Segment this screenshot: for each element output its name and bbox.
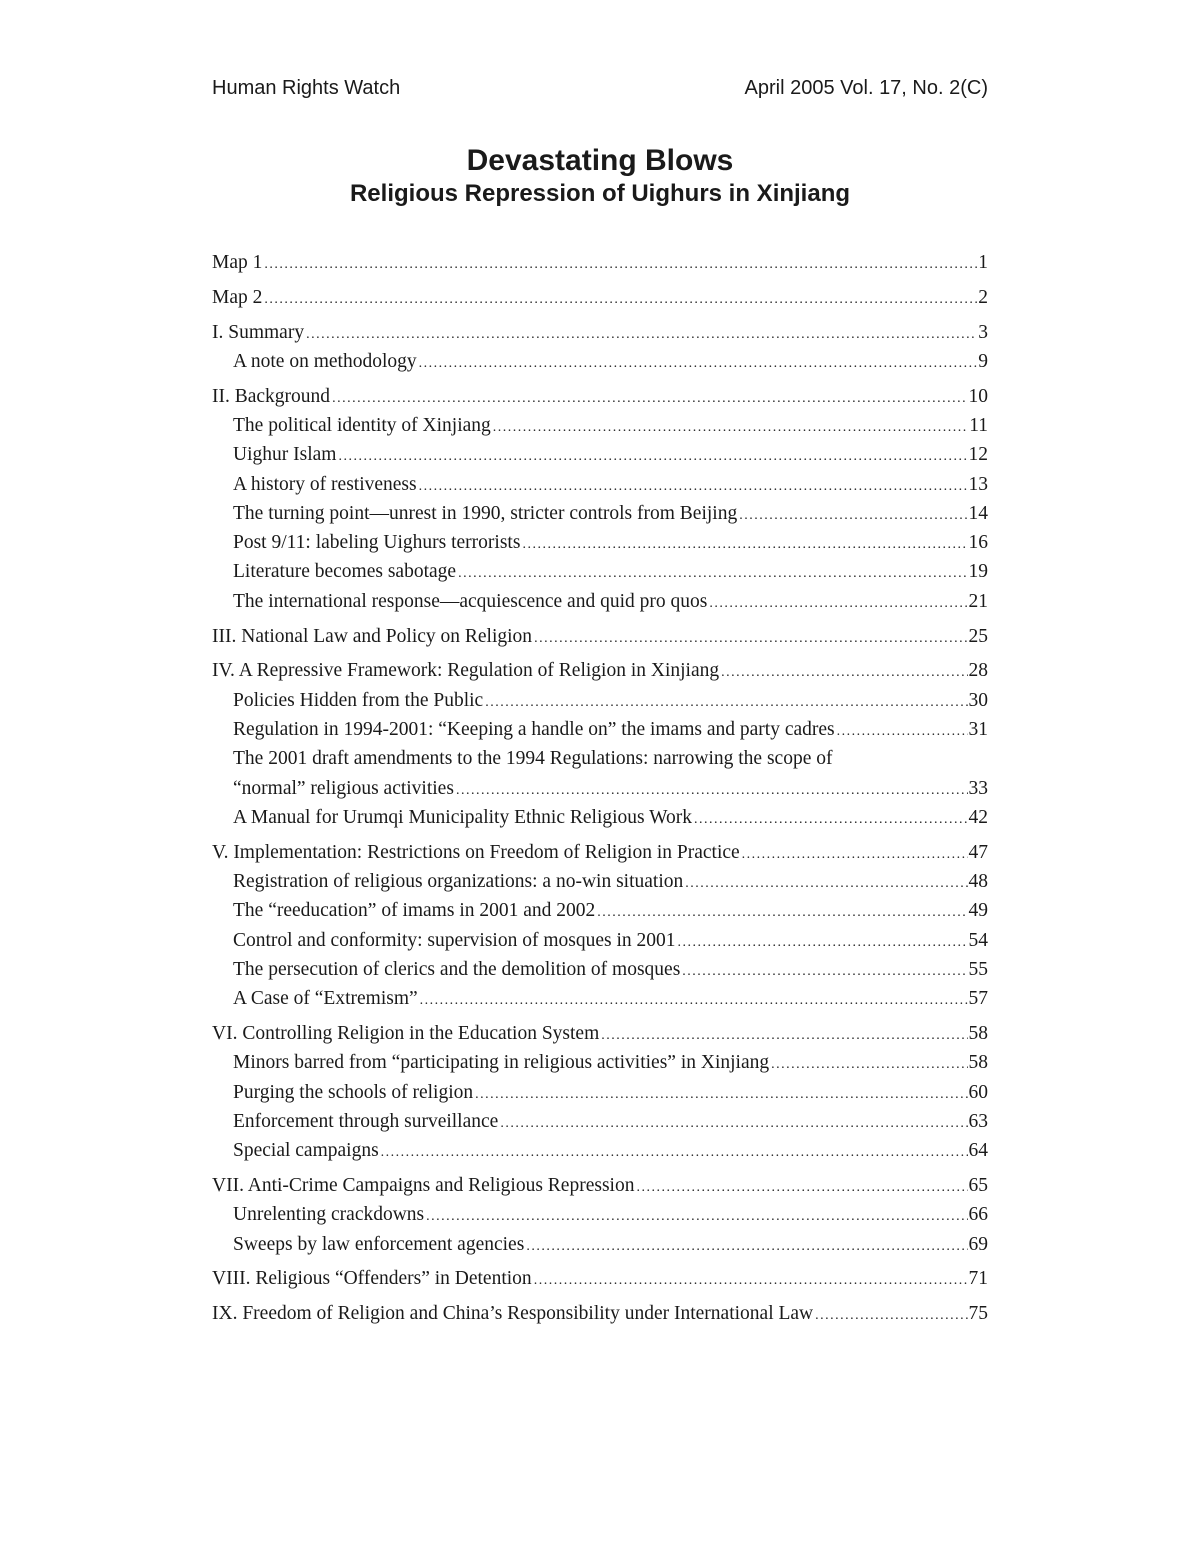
toc-entry-label: Unrelenting crackdowns [233, 1204, 425, 1226]
toc-entry-label: III. National Law and Policy on Religion [212, 625, 533, 647]
toc-entry-page: 2 [978, 286, 988, 308]
toc-entry-page: 54 [968, 929, 988, 951]
toc-entry-page: 60 [968, 1081, 988, 1103]
toc-subentry[interactable] [212, 867, 988, 896]
toc-subentry[interactable] [212, 1200, 988, 1229]
toc-entry-page: 42 [968, 806, 988, 828]
dot-leader [601, 1021, 967, 1050]
toc-entry-page: 33 [968, 777, 988, 799]
toc-entry-label: IX. Freedom of Religion and China’s Responsibility under International Law [212, 1303, 814, 1325]
toc-subentry[interactable] [212, 557, 988, 586]
toc-entry-label: Uighur Islam [233, 444, 337, 466]
toc-subentry[interactable] [212, 803, 988, 832]
toc-entry-map-2[interactable] [212, 283, 988, 312]
toc-entry-label: Sweeps by law enforcement agencies [233, 1233, 525, 1255]
toc-entry-page: 58 [968, 1022, 988, 1044]
toc-entry-label: IV. A Repressive Framework: Regulation of Religion in Xinjiang [212, 660, 720, 682]
toc-entry-label: VII. Anti-Crime Campaigns and Religious Repression [212, 1174, 635, 1196]
toc-entry-implementation[interactable] [212, 838, 988, 867]
toc-entry-page: 63 [968, 1110, 988, 1132]
dot-leader [264, 285, 977, 314]
toc-entry-page: 30 [968, 689, 988, 711]
toc-entry-page: 57 [968, 988, 988, 1010]
dot-leader [597, 898, 967, 927]
toc-subentry[interactable] [212, 440, 988, 469]
toc-entry-label: Post 9/11: labeling Uighurs terrorists [233, 532, 521, 554]
toc-entry-international-law[interactable] [212, 1299, 988, 1328]
toc-entry-label: The turning point—unrest in 1990, stricter controls from Beijing [233, 502, 738, 524]
dot-leader [522, 530, 967, 559]
toc-entry-label: Minors barred from “participating in religious activities” in Xinjiang [233, 1052, 770, 1074]
toc-entry-page: 48 [968, 870, 988, 892]
toc-entry-label: I. Summary [212, 321, 305, 343]
toc-entry-page: 11 [969, 414, 988, 436]
toc-subentry[interactable] [212, 1078, 988, 1107]
dot-leader [739, 501, 967, 530]
dot-leader [420, 986, 968, 1015]
toc-entry-page: 49 [968, 900, 988, 922]
dot-leader [636, 1173, 967, 1202]
toc-entry-label: Registration of religious organizations: a no-win situation [233, 870, 684, 892]
toc-entry-repressive-framework[interactable] [212, 656, 988, 685]
toc-entry-anti-crime[interactable] [212, 1171, 988, 1200]
toc-entry-label: A history of restiveness [233, 473, 417, 495]
dot-leader [458, 559, 967, 588]
dot-leader [332, 384, 967, 413]
toc-entry-label: V. Implementation: Restrictions on Freedom of Religion in Practice [212, 841, 740, 863]
toc-subentry[interactable] [212, 1136, 988, 1165]
toc-entry-page: 55 [968, 958, 988, 980]
issue-info: April 2005 Vol. 17, No. 2(C) [744, 77, 988, 99]
dot-leader [721, 658, 967, 687]
toc-subentry[interactable] [212, 411, 988, 440]
toc-entry-label: The persecution of clerics and the demolition of mosques [233, 958, 681, 980]
toc-subentry[interactable] [212, 715, 988, 744]
toc-entry-page: 12 [968, 444, 988, 466]
dot-leader [485, 688, 967, 717]
dot-leader [475, 1080, 967, 1109]
toc-subentry[interactable] [212, 896, 988, 925]
toc-entry-page: 66 [968, 1204, 988, 1226]
toc-entry-label: Enforcement through surveillance [233, 1110, 499, 1132]
toc-subentry[interactable] [212, 774, 988, 803]
dot-leader [682, 957, 967, 986]
dot-leader [456, 776, 968, 805]
toc-entry-page: 75 [968, 1303, 988, 1325]
toc-entry-page: 16 [968, 532, 988, 554]
toc-entry-label: VIII. Religious “Offenders” in Detention [212, 1268, 532, 1290]
toc-subentry-wrapped-first-line[interactable]: The 2001 draft amendments to the 1994 Regulations: narrowing the scope of [233, 748, 833, 770]
toc-subentry[interactable] [212, 984, 988, 1013]
toc-entry-label: Special campaigns [233, 1140, 379, 1162]
toc-entry-map-1[interactable] [212, 248, 988, 277]
toc-entry-label: II. Background [212, 385, 331, 407]
toc-entry-label: Map 2 [212, 286, 263, 308]
dot-leader [837, 717, 968, 746]
toc-entry-label: Map 1 [212, 252, 263, 273]
toc-entry-page: 28 [968, 660, 988, 682]
toc-subentry[interactable] [212, 470, 988, 499]
dot-leader [685, 869, 967, 898]
title-block [0, 143, 1200, 209]
toc-subentry[interactable] [212, 955, 988, 984]
toc-subentry[interactable] [212, 528, 988, 557]
toc-entry-page: 47 [968, 841, 988, 863]
toc-subentry[interactable] [212, 587, 988, 616]
dot-leader [381, 1138, 968, 1167]
toc-entry-page: 1 [978, 252, 988, 273]
toc-entry-page: 64 [968, 1140, 988, 1162]
toc-entry-label: The “reeducation” of imams in 2001 and 2002 [233, 900, 596, 922]
dot-leader [534, 1266, 968, 1295]
report-subtitle: Religious Repression of Uighurs in Xinjiang [349, 180, 851, 207]
dot-leader [526, 1232, 967, 1261]
toc-subentry[interactable] [212, 1230, 988, 1259]
dot-leader [493, 413, 968, 442]
toc-entry-page: 58 [968, 1052, 988, 1074]
toc-entry-label: A Case of “Extremism” [233, 988, 418, 1010]
toc-entry-page: 69 [968, 1233, 988, 1255]
dot-leader [709, 589, 967, 618]
toc-entry-background[interactable] [212, 382, 988, 411]
report-title: Devastating Blows [466, 144, 734, 177]
dot-leader [694, 805, 968, 834]
toc-subentry[interactable] [212, 926, 988, 955]
toc-entry-label: A note on methodology [233, 350, 417, 372]
toc-entry-label: A Manual for Urumqi Municipality Ethnic Religious Work [233, 806, 692, 828]
toc-subentry[interactable] [212, 347, 988, 376]
dot-leader [264, 250, 977, 279]
dot-leader [419, 472, 968, 501]
dot-leader [500, 1109, 967, 1138]
dot-leader [678, 928, 968, 957]
toc-entry-page: 31 [968, 718, 988, 740]
toc-entry-page: 13 [968, 473, 988, 495]
toc-subentry[interactable] [212, 1048, 988, 1077]
toc-subentry[interactable] [212, 1107, 988, 1136]
toc-entry-label: The political identity of Xinjiang [233, 414, 491, 436]
dot-leader [338, 442, 967, 471]
toc-entry-label: VI. Controlling Religion in the Education System [212, 1022, 600, 1044]
toc-entry-label: Policies Hidden from the Public [233, 689, 484, 711]
toc-entry-label: “normal” religious activities [233, 777, 454, 799]
toc-entry-page: 25 [968, 625, 988, 647]
toc-entry-page: 9 [978, 350, 988, 372]
toc-entry-label: The international response—acquiescence and quid pro quos [233, 590, 708, 612]
toc-entry-label: Control and conformity: supervision of mosques in 2001 [233, 929, 676, 951]
toc-entry-label: Literature becomes sabotage [233, 561, 457, 583]
toc-subentry[interactable] [212, 499, 988, 528]
toc-entry-offenders[interactable] [212, 1264, 988, 1293]
dot-leader [419, 349, 978, 378]
toc-entry-page: 19 [968, 561, 988, 583]
dot-leader [306, 320, 977, 349]
dot-leader [815, 1301, 967, 1330]
page-header [212, 76, 988, 100]
toc-entry-label: Purging the schools of religion [233, 1081, 474, 1103]
table-of-contents [212, 248, 988, 1328]
toc-entry-page: 3 [978, 321, 988, 343]
toc-entry-page: 65 [968, 1174, 988, 1196]
dot-leader [771, 1050, 967, 1079]
toc-entry-page: 71 [968, 1268, 988, 1290]
dot-leader [742, 840, 968, 869]
toc-entry-summary[interactable] [212, 318, 988, 347]
toc-entry-education[interactable] [212, 1019, 988, 1048]
dot-leader [534, 624, 967, 653]
publisher-name: Human Rights Watch [212, 77, 401, 99]
toc-entry-national-law[interactable] [212, 622, 988, 651]
toc-entry-page: 10 [968, 385, 988, 407]
toc-entry-page: 14 [968, 502, 988, 524]
toc-subentry[interactable] [212, 686, 988, 715]
toc-entry-label: Regulation in 1994-2001: “Keeping a handle on” the imams and party cadres [233, 718, 835, 740]
toc-entry-page: 21 [968, 590, 988, 612]
dot-leader [426, 1202, 967, 1231]
